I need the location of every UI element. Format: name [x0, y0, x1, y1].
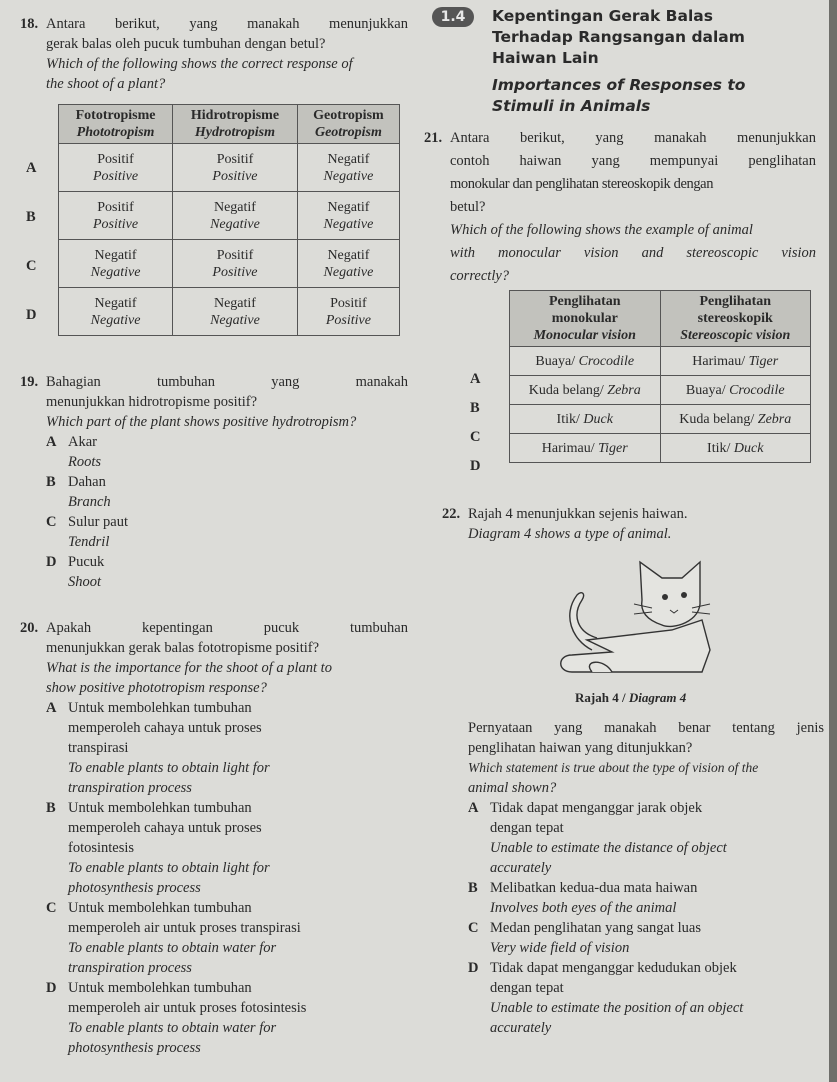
option-letter: D	[468, 960, 479, 976]
option-d[interactable]: D Pucuk	[46, 554, 105, 570]
option-b[interactable]	[468, 878, 824, 918]
question-text: contoh haiwan yang mempunyai penglihatan	[450, 153, 816, 169]
question-text-en: correctly?	[450, 268, 510, 284]
question-text: monokular dan penglihatan stereoskopik dengan	[450, 176, 714, 192]
question-22-stem	[442, 718, 824, 1038]
option-en: To enable plants to obtain light for	[68, 860, 270, 876]
option-label: Medan penglihatan yang sangat luas	[490, 920, 701, 936]
cell: Negatif Negative	[173, 288, 298, 336]
option-label: Melibatkan kedua-dua mata haiwan	[490, 880, 698, 896]
option-text	[46, 898, 408, 918]
q21-table: Penglihatan monokular Monocular vision Penglihatan stereoskopik Stereoscopic vision Buaya/ Crocodile Harimau/ Tiger Kuda belang/ Zebra Buaya/ Crocodile Itik/ Duck Kuda belang/ Zebra Harimau/ Tiger Itik/ Duck	[509, 290, 811, 463]
question-21	[424, 128, 816, 286]
cell: Harimau/ Tiger	[510, 434, 661, 463]
option-letter: C	[470, 429, 481, 445]
question-text-en: the shoot of a plant?	[46, 76, 166, 92]
option-text: memperoleh cahaya untuk proses	[68, 720, 262, 736]
option-letter: C	[468, 920, 479, 936]
option-label: Untuk membolehkan tumbuhan	[68, 980, 252, 996]
option-label: Untuk membolehkan tumbuhan	[68, 800, 252, 816]
cell: Positif Positive	[173, 144, 298, 192]
heading-line: Kepentingan Gerak Balas	[492, 7, 713, 25]
question-number: 20.	[20, 620, 39, 636]
option-text	[468, 878, 824, 898]
option-text: dengan tepat	[490, 980, 564, 996]
question-text: Rajah 4 menunjukkan sejenis haiwan.	[468, 506, 688, 522]
option-en: Unable to estimate the position of an object	[490, 1000, 744, 1016]
cell: Positif Positive	[297, 288, 399, 336]
question-18	[20, 14, 408, 94]
cell: Negatif Negative	[59, 240, 173, 288]
cell: Harimau/ Tiger	[660, 347, 811, 376]
option-en: Branch	[68, 494, 111, 510]
option-text: transpirasi	[68, 740, 129, 756]
section-badge: 1.4	[432, 7, 474, 27]
heading-line: Importances of Responses to	[492, 76, 746, 94]
option-letter: A	[46, 700, 57, 716]
q18-table	[58, 104, 400, 336]
option-a[interactable]: A Akar	[46, 434, 97, 450]
question-text: menunjukkan gerak balas fototropisme positif?	[46, 640, 320, 656]
question-text-en: Which of the following shows the correct response of	[46, 56, 353, 72]
question-text-en: with monocular vision and stereoscopic vision	[450, 245, 816, 261]
option-letter: D	[46, 980, 57, 996]
option-text: dengan tepat	[490, 820, 564, 836]
option-en: Roots	[68, 454, 102, 470]
question-text: gerak balas oleh pucuk tumbuhan dengan betul?	[46, 36, 326, 52]
option-en: To enable plants to obtain water for	[68, 940, 277, 956]
question-text-en: animal shown?	[468, 780, 557, 796]
cell: Positif Positive	[59, 192, 173, 240]
question-number: 18.	[20, 16, 39, 32]
option-en: Very wide field of vision	[490, 940, 630, 956]
option-b[interactable]: B Dahan	[46, 474, 106, 490]
cell: Negatif Negative	[173, 192, 298, 240]
option-text: fotosintesis	[68, 840, 135, 856]
page-edge	[829, 0, 837, 1082]
question-text-en: Which statement is true about the type of vision of the	[468, 760, 759, 775]
option-a[interactable]	[46, 698, 408, 798]
option-label: Tidak dapat menganggar jarak objek	[490, 800, 703, 816]
option-en: photosynthesis process	[68, 880, 201, 896]
header: Geotropism	[313, 108, 384, 123]
question-text: Antara berikut, yang manakah menunjukkan	[450, 130, 816, 146]
option-letter: A	[468, 800, 479, 816]
option-text	[468, 958, 824, 978]
question-number: 21.	[424, 130, 443, 146]
option-en: Involves both eyes of the animal	[490, 900, 677, 916]
option-letter: A	[26, 160, 37, 176]
cell: Kuda belang/ Zebra	[510, 376, 661, 405]
cell: Buaya/ Crocodile	[660, 376, 811, 405]
option-label: Tidak dapat menganggar kedudukan objek	[490, 960, 737, 976]
option-c[interactable]: C Sulur paut	[46, 514, 129, 530]
question-text-en: Which of the following shows the example of animal	[450, 222, 753, 238]
option-c[interactable]	[468, 918, 824, 958]
option-c[interactable]	[46, 898, 408, 978]
cell: Itik/ Duck	[660, 434, 811, 463]
option-en: To enable plants to obtain water for	[68, 1020, 277, 1036]
cell: Negatif Negative	[297, 144, 399, 192]
option-letter: D	[26, 307, 37, 323]
question-text: menunjukkan hidrotropisme positif?	[46, 394, 258, 410]
option-text	[468, 798, 824, 818]
option-letter: B	[468, 880, 478, 896]
header-en: Hydrotropism	[194, 125, 276, 140]
option-text	[46, 978, 408, 998]
option-letter: C	[26, 258, 37, 274]
cell: Negatif Negative	[59, 288, 173, 336]
header-en: Phototropism	[76, 125, 155, 140]
cell: Negatif Negative	[297, 240, 399, 288]
option-d[interactable]	[46, 978, 408, 1058]
question-text-en: Diagram 4 shows a type of animal.	[468, 526, 672, 542]
option-en: transpiration process	[68, 780, 192, 796]
diagram-caption: Rajah 4 / Diagram 4	[575, 690, 687, 705]
question-text: Pernyataan yang manakah benar tentang jenis	[468, 720, 824, 736]
option-letter: D	[470, 458, 481, 474]
option-en: Shoot	[68, 574, 102, 590]
cell: Negatif Negative	[297, 192, 399, 240]
option-en: transpiration process	[68, 960, 192, 976]
cat-diagram	[552, 560, 722, 685]
option-d[interactable]	[468, 958, 824, 1038]
heading-line: Stimuli in Animals	[492, 97, 651, 115]
option-en: Tendril	[68, 534, 110, 550]
option-letter: C	[46, 900, 57, 916]
option-letter: B	[470, 400, 480, 416]
cell: Kuda belang/ Zebra	[660, 405, 811, 434]
question-number: 22.	[442, 506, 461, 522]
option-label: Untuk membolehkan tumbuhan	[68, 900, 252, 916]
option-text	[468, 918, 824, 938]
option-text: memperoleh air untuk proses transpirasi	[68, 920, 301, 936]
option-en: accurately	[490, 860, 552, 876]
option-text: memperoleh air untuk proses fotosintesis	[68, 1000, 307, 1016]
option-text: memperoleh cahaya untuk proses	[68, 820, 262, 836]
option-en: accurately	[490, 1020, 552, 1036]
option-en: Unable to estimate the distance of object	[490, 840, 727, 856]
heading-line: Haiwan Lain	[492, 49, 599, 67]
option-text	[46, 798, 408, 818]
option-letter: A	[470, 371, 481, 387]
question-text-en: What is the importance for the shoot of a plant to	[46, 660, 332, 676]
cell: Itik/ Duck	[510, 405, 661, 434]
option-en: To enable plants to obtain light for	[68, 760, 270, 776]
cell: Positif Positive	[59, 144, 173, 192]
question-19	[20, 372, 408, 592]
question-text: penglihatan haiwan yang ditunjukkan?	[468, 740, 693, 756]
section-heading	[492, 6, 745, 117]
question-text: Bahagian tumbuhan yang manakah	[46, 374, 408, 390]
option-text	[46, 698, 408, 718]
option-a[interactable]	[468, 798, 824, 878]
question-text: betul?	[450, 199, 486, 215]
option-letter: B	[46, 800, 56, 816]
question-text: Antara berikut, yang manakah menunjukkan	[46, 16, 408, 32]
option-letter: B	[26, 209, 36, 225]
question-text: Apakah kepentingan pucuk tumbuhan	[46, 620, 408, 636]
header: Fototropisme	[75, 108, 156, 123]
cell: Positif Positive	[173, 240, 298, 288]
question-22	[442, 504, 822, 544]
header-en: Geotropism	[314, 125, 382, 140]
header: Hidrotropisme	[190, 108, 280, 123]
option-en: photosynthesis process	[68, 1040, 201, 1056]
question-text-en: show positive phototropism response?	[46, 680, 267, 696]
question-text-en: Which part of the plant shows positive hydrotropism?	[46, 414, 357, 430]
question-number: 19.	[20, 374, 39, 390]
cell: Buaya/ Crocodile	[510, 347, 661, 376]
heading-line: Terhadap Rangsangan dalam	[492, 28, 745, 46]
option-label: Untuk membolehkan tumbuhan	[68, 700, 252, 716]
question-20	[20, 618, 408, 1058]
option-b[interactable]	[46, 798, 408, 898]
